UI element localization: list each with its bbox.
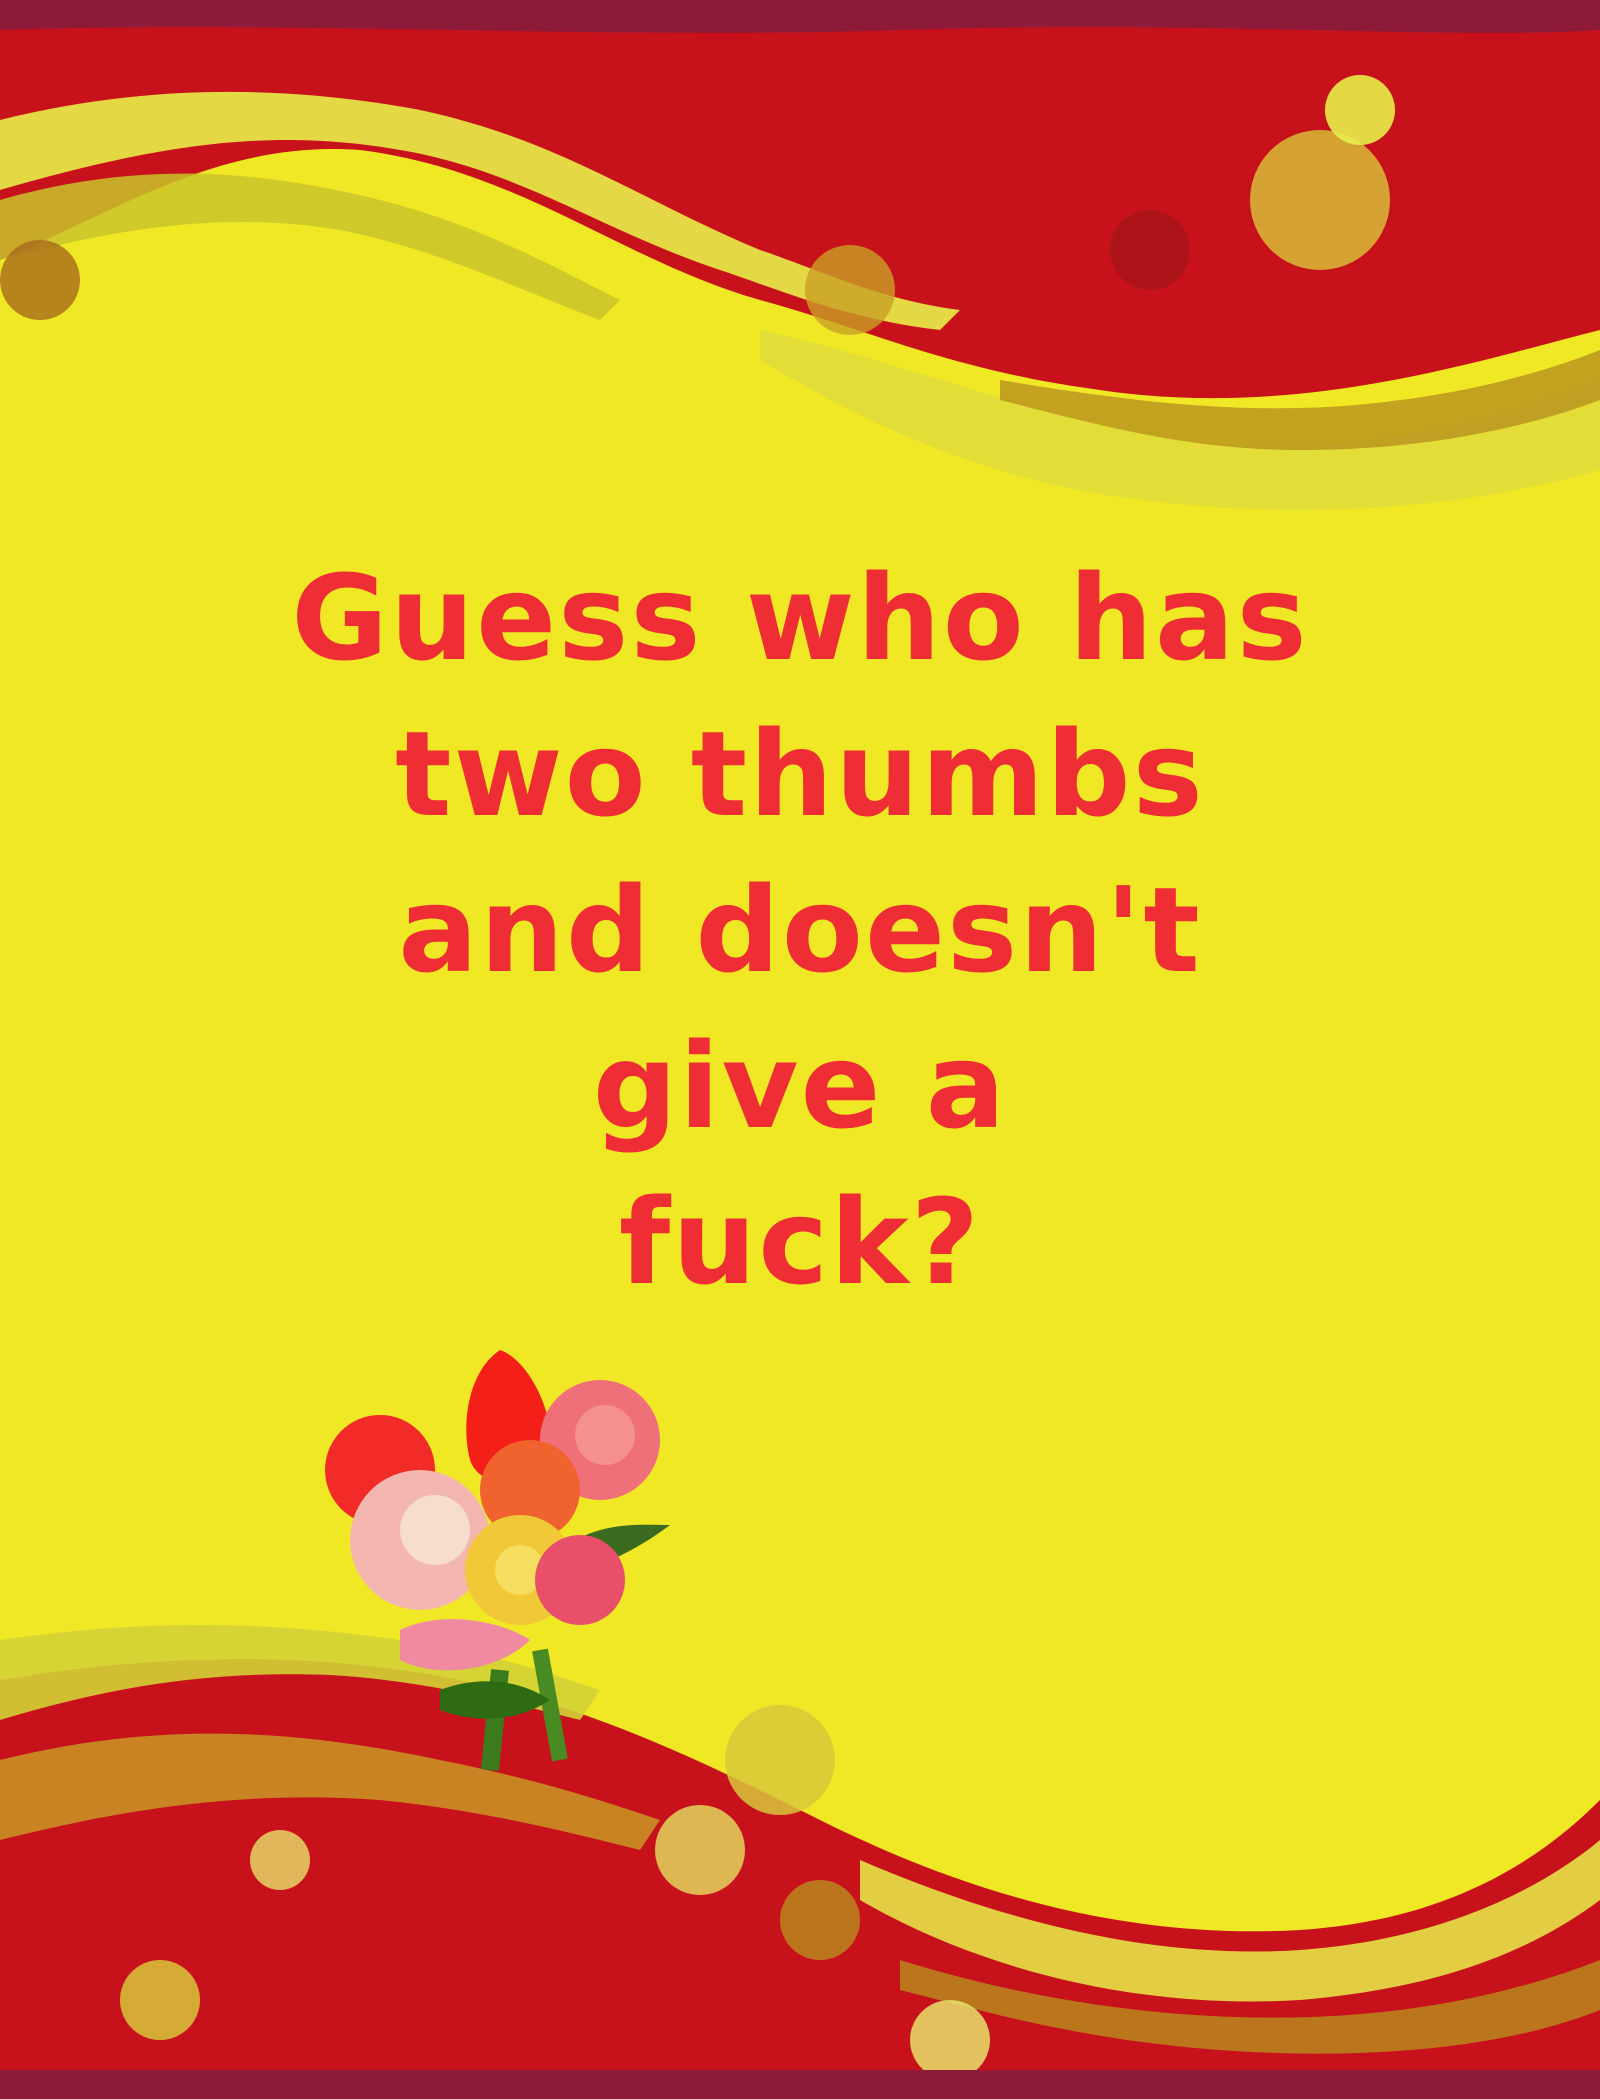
bottom-blotch	[120, 1960, 200, 2040]
bottom-blotch	[250, 1830, 310, 1890]
top-blotch	[1250, 130, 1390, 270]
flower-stem	[540, 1650, 560, 1760]
message-line-4: give a	[592, 1017, 1008, 1155]
bottom-blotch	[910, 2000, 990, 2080]
rose-bouquet	[300, 1340, 800, 1780]
bottom-maroon-edge	[0, 2070, 1600, 2099]
top-blotch	[0, 240, 80, 320]
message-line-1: Guess who has	[291, 549, 1309, 687]
message-line-3: and doesn't	[398, 861, 1202, 999]
card-message	[0, 540, 1600, 1320]
message-line-5: fuck?	[618, 1173, 982, 1311]
top-blotch	[1110, 210, 1190, 290]
message-line-2: two thumbs	[395, 705, 1205, 843]
bottom-blotch	[655, 1805, 745, 1895]
top-blotch	[805, 245, 895, 335]
pink-rose-lower	[535, 1535, 625, 1625]
pale-rose-center	[400, 1495, 470, 1565]
pink-rose-center	[575, 1405, 635, 1465]
pink-petal	[400, 1619, 530, 1670]
top-blotch	[1325, 75, 1395, 145]
flower-leaf	[440, 1681, 550, 1718]
bottom-blotch	[780, 1880, 860, 1960]
